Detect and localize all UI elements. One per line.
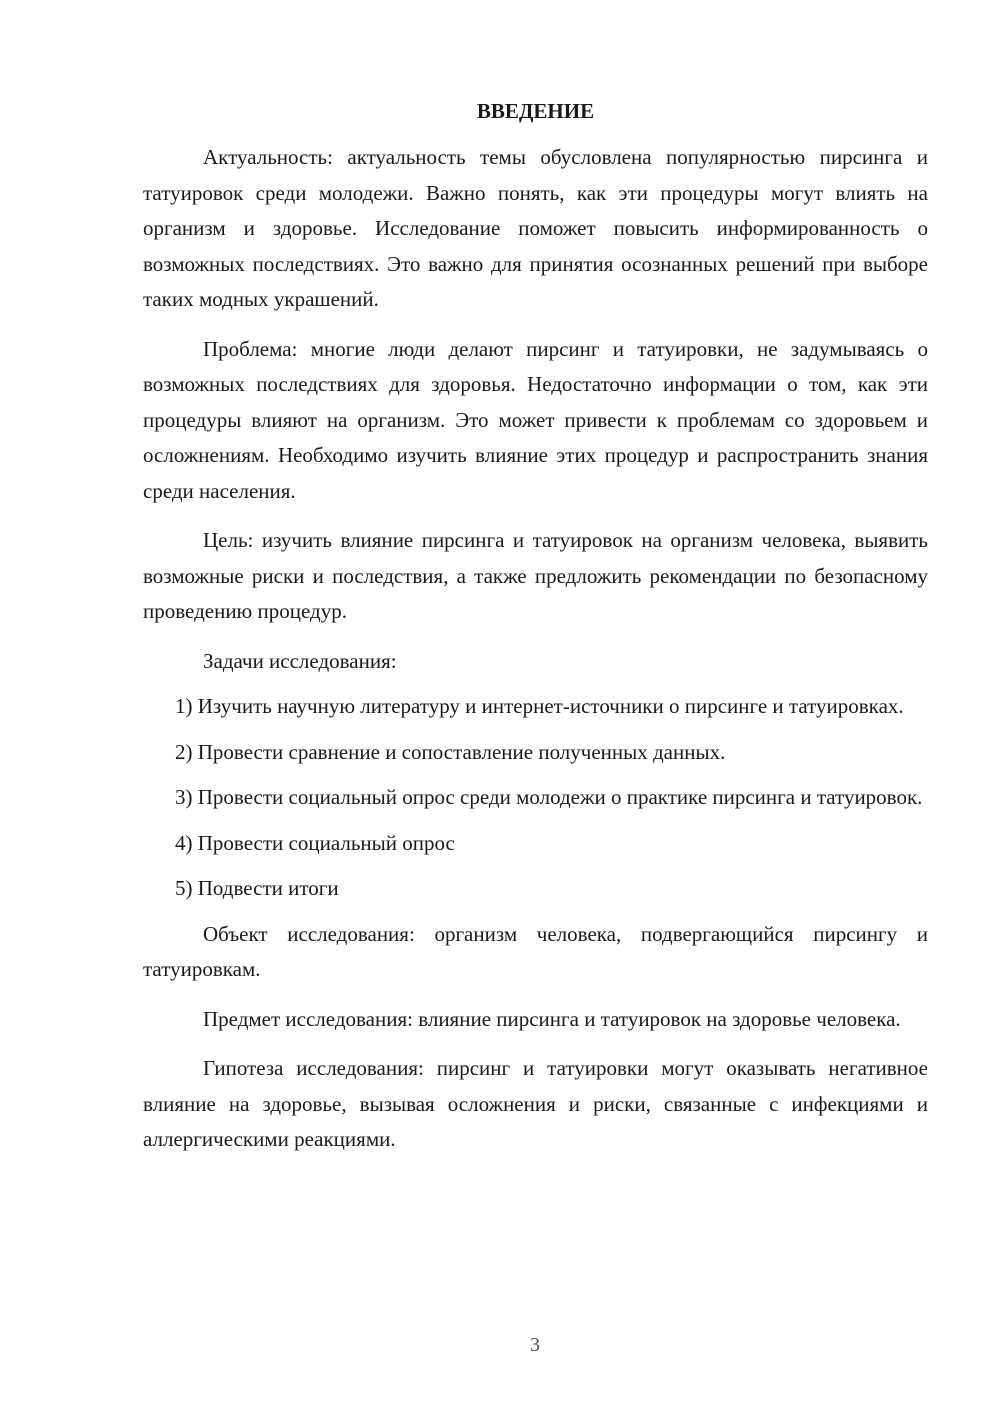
page-title: ВВЕДЕНИЕ: [476, 99, 595, 123]
page-number: 3: [530, 1334, 540, 1356]
problem-paragraph: Проблема: многие люди делают пирсинг и татуировки, не задумываясь о возможных последствиях для здоровья. Недостаточно информации о том, как эти процедуры влияют на организм. Это может привести к проблемам со здоровьем и осложнениям. Необходимо изучить влияние этих процедур и распространить знания среди населения.: [143, 336, 928, 503]
list-item: 4) Провести социальный опрос: [175, 830, 455, 855]
list-item: 1) Изучить научную литературу и интернет-источники о пирсинге и татуировках.: [175, 694, 904, 718]
list-item: 2) Провести сравнение и сопоставление полученных данных.: [175, 739, 726, 764]
object-paragraph: Объект исследования: организм человека, подвергающийся пирсингу и татуировкам.: [143, 921, 928, 981]
tasks-title: Задачи исследования:: [203, 648, 397, 673]
list-item: 5) Подвести итоги: [175, 876, 339, 900]
goal-paragraph: Цель: изучить влияние пирсинга и татуировок на организм человека, выявить возможные риски и последствия, а также предложить рекомендации по безопасному проведению процедур.: [143, 528, 928, 623]
hypothesis-paragraph: Гипотеза исследования: пирсинг и татуировки могут оказывать негативное влияние на здоровье, вызывая осложнения и риски, связанные с инфекциями и аллергическими реакциями.: [143, 1056, 928, 1151]
relevance-paragraph: Актуальность: актуальность темы обусловлена популярностью пирсинга и татуировок среди молодежи. Важно понять, как эти процедуры могут влиять на организм и здоровье. Исследование поможет повысить информированность о возможных последствиях. Это важно для принятия осознанных решений при выборе таких модных украшений.: [143, 145, 928, 311]
list-item: 3) Провести социальный опрос среди молодежи о практике пирсинга и татуировок.: [175, 785, 923, 809]
document-page: [143, 96, 928, 1158]
subject-paragraph: Предмет исследования: влияние пирсинга и татуировок на здоровье человека.: [203, 1006, 901, 1031]
